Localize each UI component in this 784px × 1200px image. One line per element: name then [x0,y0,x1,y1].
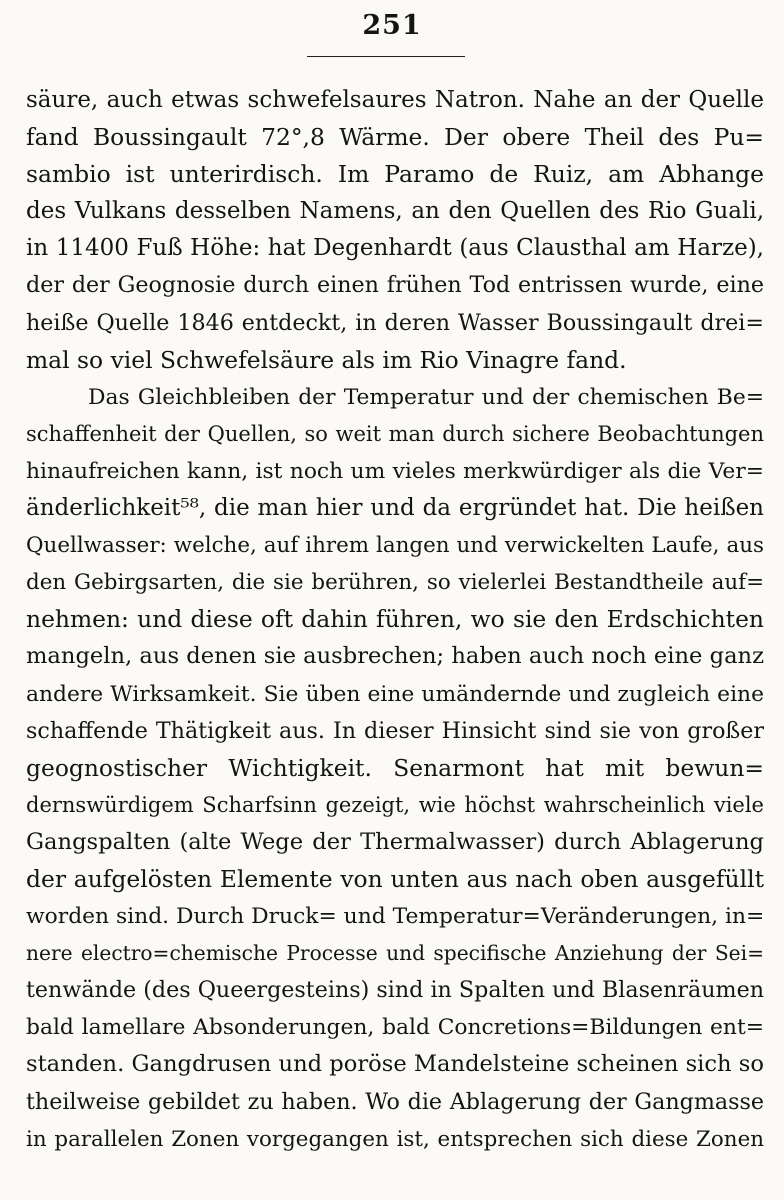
text-line: nere electro=chemische Processe und specifische Anziehung der Sei= [26,941,764,966]
text-line: standen. Gangdrusen und poröse Mandelsteine scheinen sich so [26,1051,764,1078]
text-line: mangeln, aus denen sie ausbrechen; haben auch noch eine ganz [26,643,764,670]
text-line: säure, auch etwas schwefelsaures Natron. Nahe an der Quelle [26,87,764,113]
text-line: sambio ist unterirdisch. Im Paramo de Ruiz, am Abhange [26,160,764,189]
text-line: der der Geognosie durch einen frühen Tod entrissen wurde, eine [26,272,764,299]
text-line: Das Gleichbleiben der Temperatur und der chemischen Be= [88,384,764,410]
text-line: des Vulkans desselben Namens, an den Quellen des Rio Guali, [26,198,764,225]
text-line: andere Wirksamkeit. Sie üben eine umändernde und zugleich eine [26,681,764,707]
text-line: hinaufreichen kann, ist noch um vieles merkwürdiger als die Ver= [26,458,764,484]
text-line: schaffende Thätigkeit aus. In dieser Hinsicht sind sie von großer [26,717,764,744]
text-line: theilweise gebildet zu haben. Wo die Ablagerung der Gangmasse [26,1088,764,1115]
text-line: schaffenheit der Quellen, so weit man durch sichere Beobachtungen [26,421,764,446]
text-line: Quellwasser: welche, auf ihrem langen und verwickelten Laufe, aus [26,533,764,559]
text-line: heiße Quelle 1846 entdeckt, in deren Wasser Boussingault drei= [26,309,764,336]
text-line: tenwände (des Queergesteins) sind in Spalten und Blasenräumen [26,977,764,1004]
text-line: mal so viel Schwefelsäure als im Rio Vinagre fand. [26,345,627,374]
text-line: der aufgelösten Elemente von unten aus nach oben ausgefüllt [26,864,764,893]
text-line: worden sind. Durch Druck= und Temperatur=Veränderungen, in= [26,904,764,930]
text-line: den Gebirgsarten, die sie berühren, so vielerlei Bestandtheile auf= [26,570,764,596]
text-line: Gangspalten (alte Wege der Thermalwasser) durch Ablagerung [26,828,764,855]
body-text [26,82,764,1158]
text-line: bald lamellare Absonderungen, bald Concretions=Bildungen ent= [26,1015,764,1041]
page-number: 251 [362,10,422,41]
text-line: fand Boussingault 72°,8 Wärme. Der obere Theil des Pu= [26,123,764,152]
text-line: änderlichkeit⁵⁸, die man hier und da ergründet hat. Die heißen [26,495,764,522]
text-line: in 11400 Fuß Höhe: hat Degenhardt (aus Clausthal am Harze), [26,235,764,262]
text-line: dernswürdigem Scharfsinn gezeigt, wie höchst wahrscheinlich viele [26,792,764,817]
text-line: in parallelen Zonen vorgegangen ist, entsprechen sich diese Zonen [26,1126,764,1152]
text-line: nehmen: und diese oft dahin führen, wo sie den Erdschichten [26,605,764,634]
text-line: geognostischer Wichtigkeit. Senarmont hat mit bewun= [26,753,764,782]
header-rule [307,56,465,57]
